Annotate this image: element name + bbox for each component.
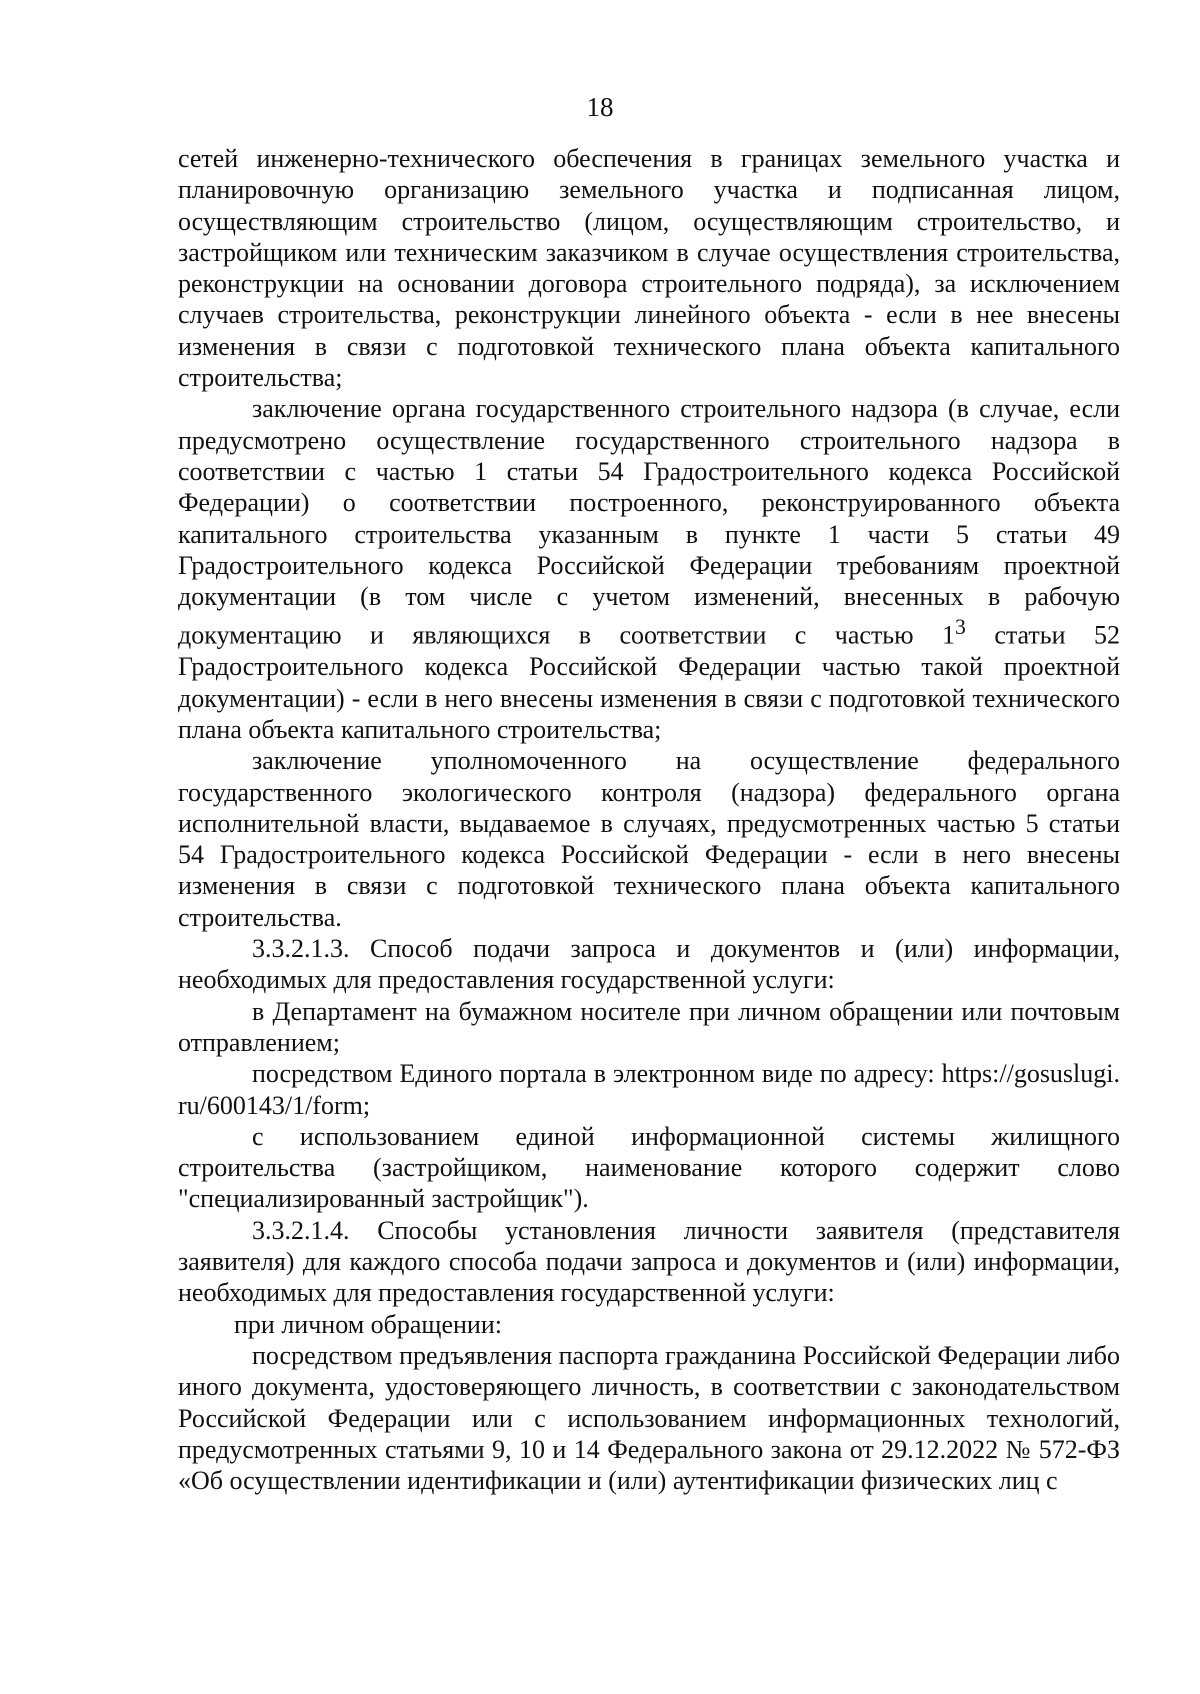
paragraph-text: посредством Единого портала в электронном виде по адресу:: [252, 1059, 942, 1089]
paragraph-housing-system-submission: с использованием единой информационной системы жилищного строительства (застройщиком, наименование которого содержит слово "специализированный застройщик").: [178, 1121, 1120, 1214]
paragraph-in-person: при личном обращении:: [234, 1309, 502, 1339]
paragraph-section-3-3-2-1-3: 3.3.2.1.3. Способ подачи запроса и документов и (или) информации, необходимых для предоставления государственной услуги:: [178, 934, 1120, 995]
paragraph-text: статьи 52 Градостроительного кодекса Российской Федерации частью такой проектной документации) - если в него внесены изменения в связи с подготовкой технического плана объекта капитального строительства;: [178, 621, 1120, 744]
page-number: 18: [586, 92, 614, 122]
superscript: 3: [955, 615, 966, 640]
paragraph-paper-submission: в Департамент на бумажном носителе при личном обращении или почтовым отправлением;: [178, 996, 1120, 1057]
portal-url: https://gosuslugi.ru/600143/1/form;: [178, 1059, 1120, 1120]
paragraph-construction-supervision-conclusion: [178, 393, 1120, 745]
paragraph-portal-submission: [178, 1058, 1120, 1121]
paragraph-section-3-3-2-1-4: 3.3.2.1.4. Способы установления личности заявителя (представителя заявителя) для каждого способа подачи запроса и документов и (или) информации, необходимых для предоставления государственной услуги:: [178, 1215, 1120, 1308]
paragraph-text: заключение органа государственного строительного надзора (в случае, если предусмотрено осуществление государственного строительного надзора в соответствии с частью 1 статьи 54 Градостроительного кодекса Российской Федерации) о соответствии построенного, реконструированного объекта капитального строительства указанным в пункте 1 части 5 статьи 49 Градостроительного кодекса Российской Федерации требованиям проектной документации (в том числе с учетом изменений, внесенных в рабочую документацию и являющихся в соответствии с частью 1: [178, 394, 1120, 651]
paragraph-ecological-control-conclusion: заключение уполномоченного на осуществление федерального государственного экологического контроля (надзора) федерального органа исполнительной власти, выдаваемое в случаях, предусмотренных частью 5 статьи 54 Градостроительного кодекса Российской Федерации - если в него внесены изменения в связи с подготовкой технического плана объекта капитального строительства.: [178, 746, 1120, 932]
document-body: [178, 143, 1120, 1496]
paragraph-continuation: сетей инженерно-технического обеспечения в границах земельного участка и планировочную организацию земельного участка и подписанная лицом, осуществляющим строительство (лицом, осуществляющим строительство, и застройщиком или техническим заказчиком в случае осуществления строительства, реконструкции на основании договора строительного подряда), за исключением случаев строительства, реконструкции линейного объекта - если в нее внесены изменения в связи с подготовкой технического плана объекта капитального строительства;: [178, 144, 1120, 393]
paragraph-passport-identification: посредством предъявления паспорта гражданина Российской Федерации либо иного документа, удостоверяющего личность, в соответствии с законодательством Российской Федерации или с использованием информационных технологий, предусмотренных статьями 9, 10 и 14 Федерального закона от 29.12.2022 № 572-ФЗ «Об осуществлении идентификации и (или) аутентификации физических лиц с: [178, 1340, 1120, 1496]
